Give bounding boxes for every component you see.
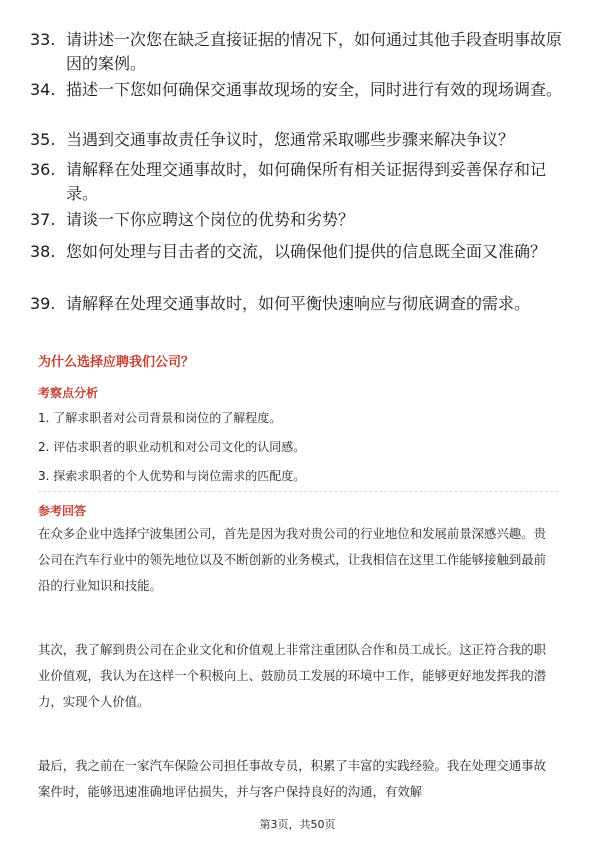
question-text: 请讲述一次您在缺乏直接证据的情况下，如何通过其他手段查明事故原因的案例。: [66, 30, 563, 73]
analysis-point: 3. 探索求职者的个人优势和与岗位需求的匹配度。: [38, 469, 306, 483]
question-number: 38.: [30, 242, 56, 261]
question-item: [30, 292, 570, 340]
section-divider: [38, 491, 558, 492]
question-item: [30, 78, 570, 126]
question-item: [30, 128, 570, 152]
question-text: 请解释在处理交通事故时，如何确保所有相关证据得到妥善保存和记录。: [66, 160, 547, 203]
analysis-point: 1. 了解求职者对公司背景和岗位的了解程度。: [38, 411, 282, 425]
question-number: 35.: [30, 130, 56, 149]
answer-paragraph: 在众多企业中选择宁波集团公司，首先是因为我对贵公司的行业地位和发展前景深感兴趣。贵公司在汽车行业中的领先地位以及不断创新的业务模式，让我相信在这里工作能够接触到最前沿的行业知识和技能。: [38, 526, 547, 593]
question-item: [30, 208, 570, 232]
page-number: 第3页，共50页: [259, 818, 336, 831]
question-text: 请解释在处理交通事故时，如何平衡快速响应与彻底调查的需求。: [66, 294, 531, 313]
question-number: 39.: [30, 294, 56, 313]
question-text: 请谈一下你应聘这个岗位的优势和劣势？: [66, 210, 355, 229]
section-title: 为什么选择应聘我们公司？: [38, 355, 195, 370]
analysis-heading: 考察点分析: [38, 386, 99, 400]
question-item: [30, 158, 570, 206]
question-number: 33.: [30, 30, 56, 49]
question-item: [30, 28, 570, 76]
question-text: 当遇到交通事故责任争议时，您通常采取哪些步骤来解决争议？: [66, 130, 515, 149]
question-number: 37.: [30, 210, 56, 229]
question-item: [30, 240, 570, 288]
question-text: 描述一下您如何确保交通事故现场的安全，同时进行有效的现场调查。: [66, 80, 563, 99]
analysis-point: 2. 评估求职者的职业动机和对公司文化的认同感。: [38, 440, 306, 454]
question-number: 36.: [30, 160, 56, 179]
question-text: 您如何处理与目击者的交流，以确保他们提供的信息既全面又准确？: [66, 242, 547, 261]
answer-heading: 参考回答: [38, 504, 87, 518]
answer-paragraph: 其次，我了解到贵公司在企业文化和价值观上非常注重团队合作和员工成长。这正符合我的职业价值观，我认为在这样一个积极向上、鼓励员工发展的环境中工作，能够更好地发挥我的潜力，实现个人价值。: [38, 642, 547, 709]
question-number: 34.: [30, 80, 56, 99]
answer-paragraph: 最后，我之前在一家汽车保险公司担任事故专员，积累了丰富的实践经验。我在处理交通事故案件时，能够迅速准确地评估损失，并与客户保持良好的沟通，有效解: [38, 758, 547, 799]
